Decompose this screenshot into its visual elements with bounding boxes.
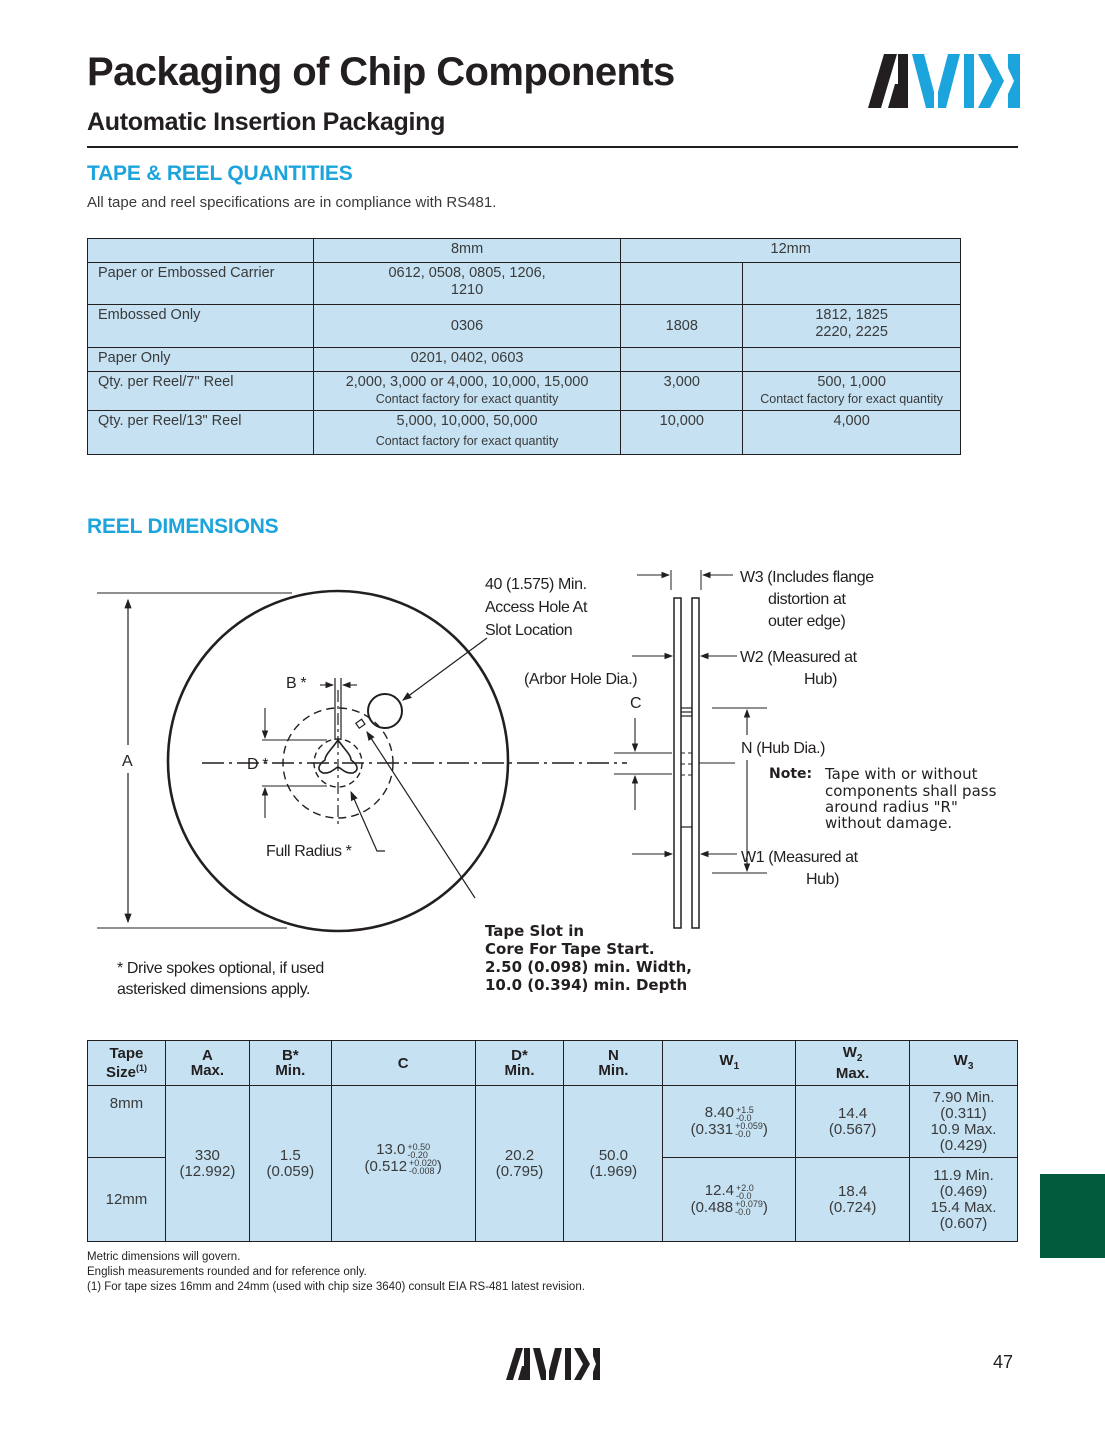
- header-cell-12mm: 12mm: [621, 239, 961, 263]
- tape-reel-quantities-table: [87, 238, 961, 455]
- reel-dimensions-table: [87, 1040, 1018, 1242]
- footnote-line: (1) For tape sizes 16mm and 24mm (used with chip size 3640) consult EIA RS-481 latest revision.: [87, 1281, 585, 1293]
- row-label: Paper Only: [88, 348, 314, 372]
- header-text: B*: [281, 1047, 299, 1064]
- cell-tape-size: 8mm: [88, 1086, 166, 1158]
- tolerance: [735, 1200, 763, 1216]
- tol-plus: +0.020: [409, 1157, 437, 1168]
- cell-value: (0.724): [828, 1198, 877, 1216]
- note-label: Note:: [769, 766, 813, 782]
- section-heading-tape-reel-quantities: TAPE & REEL QUANTITIES: [87, 162, 353, 185]
- table-row: [88, 411, 961, 455]
- tol-minus: -0.0: [735, 1206, 751, 1217]
- header-text: W: [719, 1051, 734, 1069]
- avx-logo-icon: [506, 1348, 600, 1380]
- tolerance: [409, 1159, 437, 1175]
- cell-12mm-a: [621, 263, 743, 305]
- label-b: B *: [286, 675, 307, 692]
- cell-8mm: 0201, 0402, 0603: [313, 348, 621, 372]
- header-text: Min.: [598, 1062, 629, 1079]
- tol-plus: +0.059: [735, 1120, 763, 1131]
- cell-value: 5,000, 10,000, 50,000: [396, 413, 538, 429]
- cell-value: 500, 1,000: [817, 374, 886, 390]
- cell-12mm-a: 10,000: [621, 411, 743, 455]
- footnote-marker: (1): [135, 1063, 147, 1073]
- header-c: C: [331, 1041, 475, 1086]
- cell-b: [249, 1086, 331, 1242]
- label-c: C: [630, 695, 642, 712]
- cell-8mm: 0306: [313, 305, 621, 348]
- table-row: [88, 348, 961, 372]
- cell-value: (0.567): [828, 1120, 877, 1138]
- cell-value: 15.4 Max.: [930, 1198, 997, 1216]
- header-w3: [910, 1041, 1018, 1086]
- cell-value: 10.9 Max.: [930, 1120, 997, 1138]
- tape-slot-line-4: 10.0 (0.394) min. Depth: [485, 976, 688, 994]
- cell-a: [165, 1086, 249, 1242]
- cell-value: (0.331: [690, 1120, 734, 1138]
- tol-minus: -0.0: [735, 1112, 752, 1123]
- cell-value: 50.0: [598, 1146, 629, 1164]
- tol-plus: +0.079: [735, 1198, 763, 1209]
- cell-w3: [910, 1086, 1018, 1158]
- table-footnotes: [87, 1250, 585, 1295]
- cell-12mm-b: 4,000: [743, 411, 961, 455]
- header-text: W: [842, 1044, 857, 1061]
- tol-minus: -0.0: [735, 1190, 752, 1201]
- cell-value: (0.795): [495, 1162, 544, 1180]
- header-text: D*: [511, 1047, 528, 1064]
- label-w3-3: outer edge): [768, 613, 846, 630]
- label-arbor-hole: (Arbor Hole Dia.): [524, 671, 638, 688]
- cell-note: Contact factory for exact quantity: [760, 392, 943, 406]
- header-w1: [663, 1041, 796, 1086]
- section-heading-reel-dimensions: REEL DIMENSIONS: [87, 515, 279, 538]
- table-row: [88, 372, 961, 411]
- tol-plus: +2.0: [735, 1182, 754, 1193]
- cell-value: 13.0: [376, 1141, 406, 1159]
- cell-w3: [910, 1158, 1018, 1242]
- label-full-radius: Full Radius *: [266, 843, 352, 860]
- compliance-text: All tape and reel specifications are in compliance with RS481.: [87, 194, 497, 211]
- cell-12mm-a: [621, 348, 743, 372]
- tape-slot-line-2: Core For Tape Start.: [485, 940, 655, 958]
- header-tape-size: [88, 1041, 166, 1086]
- cell-value: 330: [194, 1146, 220, 1164]
- cell-value: 7.90 Min.: [932, 1088, 995, 1106]
- tol-plus: +0.50: [407, 1141, 431, 1152]
- page-title: Packaging of Chip Components: [87, 50, 675, 94]
- label-access-hole-1: 40 (1.575) Min.: [485, 576, 587, 593]
- avx-logo-icon: [868, 54, 1020, 108]
- cell-8mm: [313, 411, 621, 455]
- row-label: Embossed Only: [88, 305, 314, 348]
- cell-d: [475, 1086, 564, 1242]
- note-line-4: without damage.: [825, 814, 953, 832]
- label-w1-2: Hub): [806, 871, 840, 888]
- table-row: [88, 263, 961, 305]
- label-access-hole-2: Access Hole At: [485, 599, 588, 616]
- tolerance: [735, 1122, 763, 1138]
- cell-value: (0.488: [690, 1198, 734, 1216]
- cell-8mm: [313, 263, 621, 305]
- cell-c: 13.0 +0.50 -0.20 (0.512 +0.020 -0.008 ): [331, 1086, 475, 1242]
- cell-note: Contact factory for exact quantity: [375, 434, 559, 448]
- tol-minus: -0.20: [407, 1149, 428, 1160]
- label-w2-1: W2 (Measured at: [740, 649, 857, 666]
- tol-plus: +1.5: [735, 1104, 754, 1115]
- tolerance: [736, 1106, 754, 1122]
- header-text: Tape: [109, 1045, 144, 1062]
- page-subtitle: Automatic Insertion Packaging: [87, 108, 446, 136]
- cell-value: (0.429): [939, 1136, 988, 1154]
- drive-spokes-note-2: asterisked dimensions apply.: [117, 981, 311, 998]
- header-n: [564, 1041, 663, 1086]
- cell-12mm-a: 3,000: [621, 372, 743, 411]
- cell-value: 14.4: [838, 1104, 868, 1122]
- cell-n: [564, 1086, 663, 1242]
- footnote-line: English measurements rounded and for reference only.: [87, 1266, 367, 1278]
- cell-12mm-b: [743, 348, 961, 372]
- table-row-8mm: [88, 1086, 1018, 1158]
- cell-value: 2,000, 3,000 or 4,000, 10,000, 15,000: [345, 374, 589, 390]
- header-text: Min.: [275, 1062, 306, 1079]
- subscript: 3: [967, 1060, 974, 1072]
- header-b: [249, 1041, 331, 1086]
- header-text: A: [201, 1047, 213, 1064]
- label-d: D *: [247, 756, 269, 773]
- table-header-row: [88, 1041, 1018, 1086]
- tol-minus: -0.008: [409, 1165, 435, 1176]
- cell-value: 20.2: [504, 1146, 535, 1164]
- cell-12mm-b: [743, 305, 961, 348]
- cell-w1: 12.4 +2.0 -0.0 (0.488 +0.079 -0.0 ): [663, 1158, 796, 1242]
- header-cell-8mm: 8mm: [313, 239, 621, 263]
- cell-12mm-b: [743, 263, 961, 305]
- reel-dimensions-diagram: [87, 560, 1027, 1015]
- cell-value: 18.4: [838, 1182, 868, 1200]
- cell-tape-size: 12mm: [88, 1158, 166, 1242]
- cell-value: 2220, 2225: [815, 324, 888, 340]
- cell-value: 1.5: [279, 1146, 301, 1164]
- tolerance: [736, 1184, 754, 1200]
- cell-value: 1812, 1825: [815, 307, 888, 323]
- label-a: A: [122, 753, 133, 770]
- avx-logo: [868, 54, 1020, 108]
- cell-value: (0.607): [939, 1214, 988, 1232]
- cell-w2: [796, 1158, 910, 1242]
- cell-12mm-b: [743, 372, 961, 411]
- header-text: N: [607, 1047, 619, 1064]
- label-n-hub: N (Hub Dia.): [741, 740, 826, 757]
- row-label: Qty. per Reel/7" Reel: [88, 372, 314, 411]
- header-d: [475, 1041, 564, 1086]
- cell-value: 11.9 Min.: [933, 1166, 994, 1184]
- header-text: Max.: [835, 1065, 870, 1082]
- header-divider: [87, 146, 1018, 148]
- footnote-line: Metric dimensions will govern.: [87, 1251, 241, 1263]
- subscript: 1: [733, 1060, 740, 1072]
- section-color-tab: [1040, 1174, 1105, 1258]
- cell-value: (0.059): [266, 1162, 315, 1180]
- drive-spokes-note-1: * Drive spokes optional, if used: [117, 960, 324, 977]
- cell-w2: [796, 1086, 910, 1158]
- cell-value: (0.311): [940, 1104, 987, 1122]
- cell-value: 8.40: [704, 1104, 734, 1122]
- table-row: [88, 305, 961, 348]
- cell-value: (1.969): [589, 1162, 638, 1180]
- label-w3-1: W3 (Includes flange: [740, 569, 874, 586]
- header-w2: [796, 1041, 910, 1086]
- cell-value: 0612, 0508, 0805, 1206,: [388, 265, 546, 281]
- label-w2-2: Hub): [804, 671, 838, 688]
- note-line-2: components shall pass: [825, 782, 997, 800]
- header-text: Min.: [504, 1062, 535, 1079]
- subscript: 2: [856, 1053, 863, 1064]
- row-label: Paper or Embossed Carrier: [88, 263, 314, 305]
- label-w3-2: distortion at: [768, 591, 846, 608]
- label-access-hole-3: Slot Location: [485, 622, 573, 639]
- header-a: [165, 1041, 249, 1086]
- cell-note: Contact factory for exact quantity: [375, 392, 559, 406]
- header-text: Size: [105, 1064, 136, 1081]
- note-line-1: Tape with or without: [825, 765, 978, 783]
- cell-value: 1210: [450, 282, 484, 298]
- cell-value: (0.512: [364, 1157, 408, 1175]
- label-w1-1: W1 (Measured at: [741, 849, 858, 866]
- tape-slot-line-1: Tape Slot in: [485, 922, 585, 940]
- header-cell-empty: [88, 239, 314, 263]
- reel-drawing: [87, 560, 1027, 1010]
- header-text: W: [953, 1051, 968, 1069]
- cell-w1: 8.40 +1.5 -0.0 (0.331 +0.059 -0.0 ): [663, 1086, 796, 1158]
- footer-avx-logo: [506, 1348, 600, 1380]
- cell-8mm: [313, 372, 621, 411]
- cell-12mm-a: 1808: [621, 305, 743, 348]
- tolerance: [407, 1143, 430, 1159]
- note-line-3: around radius "R": [825, 798, 958, 816]
- tol-minus: -0.0: [735, 1128, 751, 1139]
- page-number: 47: [993, 1352, 1014, 1372]
- table-header-row: [88, 239, 961, 263]
- cell-value: (0.469): [939, 1182, 988, 1200]
- row-label: Qty. per Reel/13" Reel: [88, 411, 314, 455]
- cell-value: (12.992): [179, 1162, 236, 1180]
- tape-slot-line-3: 2.50 (0.098) min. Width,: [485, 958, 692, 976]
- header-text: Max.: [190, 1062, 225, 1079]
- cell-value: 12.4: [704, 1182, 734, 1200]
